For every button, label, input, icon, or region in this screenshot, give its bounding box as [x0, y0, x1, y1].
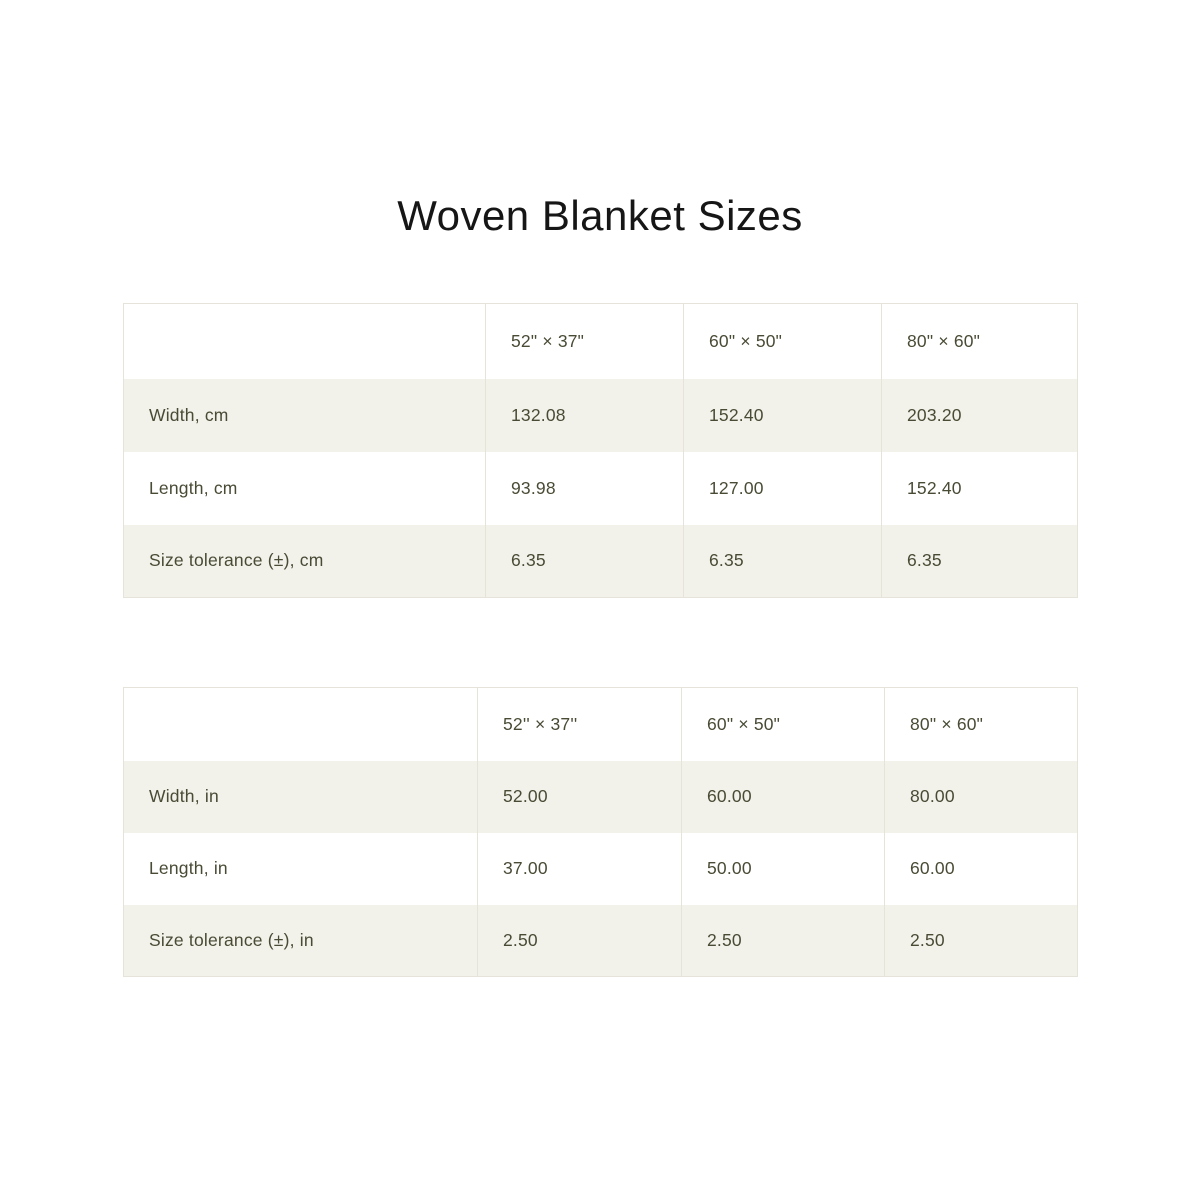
cell-value: 52.00 — [478, 761, 682, 833]
cell-value: 132.08 — [486, 379, 684, 452]
row-label: Width, in — [124, 761, 478, 833]
cell-value: 2.50 — [885, 905, 1078, 977]
column-header: 52'' × 37'' — [478, 688, 682, 761]
table-row — [124, 525, 1078, 598]
cell-value: 80.00 — [885, 761, 1078, 833]
table-inch-sizes — [123, 687, 1078, 977]
row-label: Size tolerance (±), cm — [124, 525, 486, 598]
page-title: Woven Blanket Sizes — [397, 192, 803, 239]
table-row — [124, 761, 1078, 833]
cell-value: 60.00 — [885, 833, 1078, 905]
table-centimeter-sizes — [123, 303, 1078, 598]
table-row — [124, 833, 1078, 905]
cell-value: 60.00 — [682, 761, 885, 833]
row-label: Width, cm — [124, 379, 486, 452]
column-header: 52" × 37" — [486, 304, 684, 379]
row-label: Size tolerance (±), in — [124, 905, 478, 977]
cell-value: 6.35 — [486, 525, 684, 598]
cell-value: 37.00 — [478, 833, 682, 905]
corner-cell — [124, 688, 478, 761]
table-header-row — [124, 688, 1078, 761]
column-header: 80" × 60" — [885, 688, 1078, 761]
column-header: 80" × 60" — [882, 304, 1078, 379]
row-label: Length, cm — [124, 452, 486, 525]
table-row — [124, 905, 1078, 977]
cell-value: 2.50 — [478, 905, 682, 977]
table-row — [124, 379, 1078, 452]
cell-value: 127.00 — [684, 452, 882, 525]
table-header-row — [124, 304, 1078, 379]
table-row — [124, 452, 1078, 525]
corner-cell — [124, 304, 486, 379]
cell-value: 152.40 — [882, 452, 1078, 525]
cell-value: 203.20 — [882, 379, 1078, 452]
cell-value: 6.35 — [882, 525, 1078, 598]
cell-value: 93.98 — [486, 452, 684, 525]
cell-value: 6.35 — [684, 525, 882, 598]
cell-value: 2.50 — [682, 905, 885, 977]
cell-value: 152.40 — [684, 379, 882, 452]
column-header: 60" × 50" — [682, 688, 885, 761]
row-label: Length, in — [124, 833, 478, 905]
column-header: 60" × 50" — [684, 304, 882, 379]
cell-value: 50.00 — [682, 833, 885, 905]
